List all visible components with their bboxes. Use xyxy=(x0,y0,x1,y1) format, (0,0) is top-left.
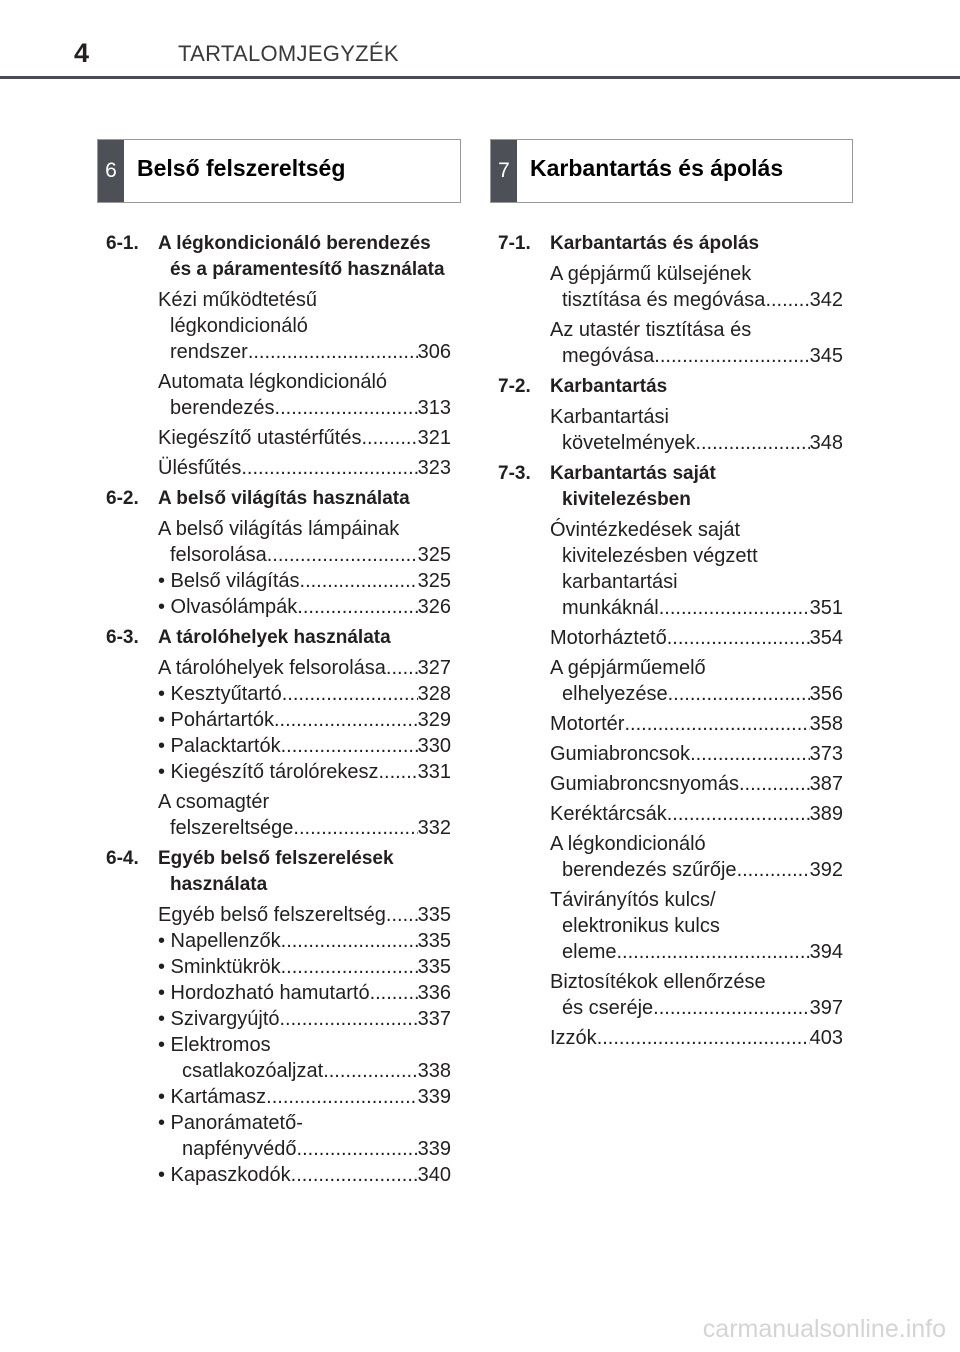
entry-text-line: karbantartási xyxy=(562,571,678,593)
dot-leader xyxy=(293,815,417,841)
chapter-6-header xyxy=(97,139,461,203)
entry-last-line xyxy=(158,759,451,785)
entry-page-number: 348 xyxy=(809,432,843,454)
toc-sub-entry[interactable] xyxy=(106,928,451,954)
entry-text-line: A tárolóhelyek felsorolása xyxy=(158,657,386,679)
entry-text-line: • Kapaszkodók xyxy=(158,1164,291,1186)
toc-entry[interactable] xyxy=(498,655,843,707)
chapter-title: Belső felszereltség xyxy=(137,154,346,181)
entry-page-number: 335 xyxy=(417,904,451,926)
entry-text-line: A gépjárműemelő xyxy=(550,657,706,679)
entry-last-line xyxy=(550,741,843,767)
entry-text-line: Egyéb belső felszereltség xyxy=(158,904,386,926)
dot-leader xyxy=(282,681,418,707)
dot-leader xyxy=(739,771,810,797)
entry-last-line xyxy=(158,1162,451,1188)
section-title-line: és a páramentesítő használata xyxy=(170,259,445,280)
toc-entry[interactable] xyxy=(498,404,843,456)
toc-sub-entry[interactable] xyxy=(106,1162,451,1188)
section-number: 6-4. xyxy=(106,848,139,869)
dot-leader xyxy=(667,801,810,827)
toc-sub-entry[interactable] xyxy=(106,1032,451,1084)
dot-leader xyxy=(241,455,417,481)
section-heading[interactable] xyxy=(498,231,843,257)
section-heading[interactable] xyxy=(106,625,451,651)
dot-leader xyxy=(378,759,417,785)
entry-page-number: 335 xyxy=(417,930,451,952)
watermark: carmanualsonline.info xyxy=(702,1315,946,1343)
toc-entry[interactable] xyxy=(498,261,843,313)
entry-page-number: 354 xyxy=(809,627,843,649)
entry-text-line: rendszer xyxy=(170,341,248,363)
entry-text-line: elektronikus kulcs xyxy=(562,915,720,937)
entry-text-line: Gumiabroncsok xyxy=(550,743,691,765)
section-number: 6-1. xyxy=(106,233,139,254)
dot-leader xyxy=(386,655,418,681)
toc-entry[interactable] xyxy=(498,887,843,965)
entry-page-number: 340 xyxy=(417,1164,451,1186)
entry-text-line: kivitelezésben végzett xyxy=(562,545,758,567)
entry-text-line: Kiegészítő utastérfűtés xyxy=(158,427,362,449)
dot-leader xyxy=(737,857,810,883)
dot-leader xyxy=(695,430,809,456)
entry-last-line xyxy=(550,681,843,707)
entry-page-number: 329 xyxy=(417,709,451,731)
toc-entry[interactable] xyxy=(498,771,843,797)
entry-page-number: 389 xyxy=(809,803,843,825)
toc-sub-entry[interactable] xyxy=(106,1084,451,1110)
toc-sub-entry[interactable] xyxy=(106,681,451,707)
section-title-line: Karbantartás saját xyxy=(550,463,716,484)
entry-text-line: A csomagtér xyxy=(158,791,270,813)
toc-entry[interactable] xyxy=(498,1025,843,1051)
entry-text-line: Automata légkondicionáló xyxy=(158,371,388,393)
entry-page-number: 337 xyxy=(417,1008,451,1030)
entry-page-number: 323 xyxy=(417,457,451,479)
entry-text-line: Az utastér tisztítása és xyxy=(550,319,752,341)
entry-last-line xyxy=(550,857,843,883)
toc-entry[interactable] xyxy=(106,287,451,365)
entry-text-line: Motorháztető xyxy=(550,627,667,649)
toc-sub-entry[interactable] xyxy=(106,1110,451,1162)
entry-page-number: 392 xyxy=(809,859,843,881)
entry-text-line: elhelyezése xyxy=(562,683,668,705)
section-number: 7-2. xyxy=(498,376,531,397)
entry-page-number: 335 xyxy=(417,956,451,978)
entry-last-line xyxy=(158,815,451,841)
entry-page-number: 403 xyxy=(809,1027,843,1049)
entry-text-line: felszereltsége xyxy=(170,817,294,839)
toc-entry[interactable] xyxy=(106,425,451,451)
dot-leader xyxy=(291,1162,418,1188)
entry-text-line: • Elektromos xyxy=(158,1034,271,1056)
section-title xyxy=(550,461,716,513)
entry-page-number: 373 xyxy=(809,743,843,765)
toc-sub-entry[interactable] xyxy=(106,1006,451,1032)
entry-text-line: • Palacktartók xyxy=(158,735,281,757)
entry-last-line xyxy=(158,1084,451,1110)
dot-leader xyxy=(386,902,418,928)
dot-leader xyxy=(300,568,418,594)
entry-last-line xyxy=(158,455,451,481)
section-heading[interactable] xyxy=(106,846,451,898)
entry-last-line xyxy=(550,939,843,965)
section-title xyxy=(550,374,667,400)
entry-page-number: 330 xyxy=(417,735,451,757)
section-title-line: A tárolóhelyek használata xyxy=(158,627,391,648)
entry-last-line xyxy=(550,711,843,737)
toc-entry[interactable] xyxy=(106,655,451,681)
dot-leader xyxy=(297,1136,418,1162)
entry-page-number: 313 xyxy=(417,397,451,419)
toc-entry[interactable] xyxy=(498,317,843,369)
entry-text-line: megóvása xyxy=(562,345,655,367)
entry-page-number: 331 xyxy=(417,761,451,783)
entry-page-number: 339 xyxy=(417,1138,451,1160)
dot-leader xyxy=(659,595,810,621)
section-number: 7-3. xyxy=(498,463,531,484)
toc-entry[interactable] xyxy=(498,517,843,621)
entry-last-line xyxy=(550,995,843,1021)
entry-text-line: Ülésfűtés xyxy=(158,457,242,479)
section-heading[interactable] xyxy=(498,374,843,400)
dot-leader xyxy=(597,1025,810,1051)
entry-page-number: 345 xyxy=(809,345,843,367)
toc-entry[interactable] xyxy=(498,711,843,737)
chapter-number-tab: 6 xyxy=(98,140,124,202)
dot-leader xyxy=(281,928,418,954)
entry-text-line: napfényvédő xyxy=(182,1138,297,1160)
toc-entry[interactable] xyxy=(106,369,451,421)
entry-last-line xyxy=(550,287,843,313)
entry-text-line: A gépjármű külsejének xyxy=(550,263,752,285)
section-title-line: Karbantartás xyxy=(550,376,668,397)
page-number: 4 xyxy=(74,38,90,68)
entry-page-number: 325 xyxy=(417,544,451,566)
header-rule xyxy=(0,76,960,79)
chapter-title: Karbantartás és ápolás xyxy=(530,154,784,181)
toc-sub-entry[interactable] xyxy=(106,759,451,785)
entry-last-line xyxy=(158,568,451,594)
entry-text-line: felsorolása xyxy=(170,544,267,566)
entry-text-line: és cseréje xyxy=(562,997,654,1019)
entry-page-number: 336 xyxy=(417,982,451,1004)
section-title-line: használata xyxy=(170,874,268,895)
section-heading[interactable] xyxy=(106,486,451,512)
entry-page-number: 339 xyxy=(417,1086,451,1108)
entry-text-line: légkondicionáló xyxy=(170,315,308,337)
entry-text-line: • Olvasólámpák xyxy=(158,596,298,618)
section-heading[interactable] xyxy=(498,461,843,513)
toc-sub-entry[interactable] xyxy=(106,568,451,594)
entry-last-line xyxy=(158,928,451,954)
chapter-number-tab: 7 xyxy=(491,140,517,202)
entry-page-number: 387 xyxy=(809,773,843,795)
entry-text-line: • Sminktükrök xyxy=(158,956,281,978)
dot-leader xyxy=(667,625,810,651)
dot-leader xyxy=(765,287,809,313)
entry-page-number: 327 xyxy=(417,657,451,679)
section-title-line: Karbantartás és ápolás xyxy=(550,233,760,254)
entry-page-number: 321 xyxy=(417,427,451,449)
entry-text-line: tisztítása és megóvása xyxy=(562,289,766,311)
entry-text-line: • Kesztyűtartó xyxy=(158,683,282,705)
entry-text-line: • Panorámatető- xyxy=(158,1112,303,1134)
entry-text-line: • Pohártartók xyxy=(158,709,274,731)
page-title: TARTALOMJEGYZÉK xyxy=(178,41,399,66)
entry-last-line xyxy=(158,733,451,759)
entry-last-line xyxy=(170,1058,451,1084)
dot-leader xyxy=(624,711,809,737)
dot-leader xyxy=(654,343,809,369)
dot-leader xyxy=(370,980,418,1006)
dot-leader xyxy=(323,1058,417,1084)
entry-text-line: Óvintézkedések saját xyxy=(550,519,741,541)
toc-sub-entry[interactable] xyxy=(106,733,451,759)
dot-leader xyxy=(266,1084,417,1110)
entry-last-line xyxy=(158,655,451,681)
entry-last-line xyxy=(550,771,843,797)
section-title xyxy=(158,846,394,898)
section-title xyxy=(550,231,759,257)
dot-leader xyxy=(281,733,418,759)
entry-last-line xyxy=(550,343,843,369)
entry-last-line xyxy=(550,625,843,651)
toc-sub-entry[interactable] xyxy=(106,594,451,620)
entry-last-line xyxy=(158,425,451,451)
toc-entry[interactable] xyxy=(498,741,843,767)
entry-text-line: követelmények xyxy=(562,432,696,454)
section-title xyxy=(158,625,391,651)
entry-text-line: berendezés xyxy=(170,397,275,419)
dot-leader xyxy=(690,741,810,767)
dot-leader xyxy=(281,954,418,980)
entry-text-line: • Szivargyújtó xyxy=(158,1008,280,1030)
dot-leader xyxy=(280,1006,418,1032)
entry-page-number: 332 xyxy=(417,817,451,839)
section-number: 7-1. xyxy=(498,233,531,254)
entry-page-number: 338 xyxy=(417,1060,451,1082)
entry-last-line xyxy=(158,339,451,365)
toc-entry[interactable] xyxy=(498,831,843,883)
entry-page-number: 351 xyxy=(809,597,843,619)
entry-text-line: Motortér xyxy=(550,713,625,735)
toc-entry[interactable] xyxy=(106,516,451,568)
entry-page-number: 397 xyxy=(809,997,843,1019)
entry-text-line: eleme xyxy=(562,941,617,963)
toc-entry[interactable] xyxy=(498,969,843,1021)
entry-last-line xyxy=(158,954,451,980)
entry-last-line xyxy=(550,1025,843,1051)
dot-leader xyxy=(274,707,418,733)
dot-leader xyxy=(668,681,810,707)
toc-sub-entry[interactable] xyxy=(106,980,451,1006)
entry-text-line: Izzók xyxy=(550,1027,597,1049)
section-title xyxy=(158,231,445,283)
entry-text-line: Karbantartási xyxy=(550,406,669,428)
toc-entry[interactable] xyxy=(106,455,451,481)
entry-page-number: 358 xyxy=(809,713,843,735)
entry-text-line: Távirányítós kulcs/ xyxy=(550,889,716,911)
section-title-line: A belső világítás használata xyxy=(158,488,410,509)
entry-text-line: Kézi működtetésű xyxy=(158,289,317,311)
entry-last-line xyxy=(550,430,843,456)
dot-leader xyxy=(361,425,417,451)
entry-text-line: • Belső világítás xyxy=(158,570,300,592)
entry-text-line: • Kiegészítő tárolórekesz xyxy=(158,761,379,783)
entry-page-number: 328 xyxy=(417,683,451,705)
dot-leader xyxy=(653,995,809,1021)
section-title-line: kivitelezésben xyxy=(562,489,691,510)
entry-text-line: A belső világítás lámpáinak xyxy=(158,518,400,540)
entry-text-line: berendezés szűrője xyxy=(562,859,737,881)
entry-last-line xyxy=(158,395,451,421)
toc-entry[interactable] xyxy=(498,801,843,827)
entry-text-line: • Kartámasz xyxy=(158,1086,267,1108)
toc-sub-entry[interactable] xyxy=(106,954,451,980)
entry-text-line: munkáknál xyxy=(562,597,659,619)
entry-page-number: 325 xyxy=(417,570,451,592)
dot-leader xyxy=(248,339,418,365)
section-heading[interactable] xyxy=(106,231,451,283)
entry-text-line: Keréktárcsák xyxy=(550,803,667,825)
toc-entry[interactable] xyxy=(498,625,843,651)
toc-sub-entry[interactable] xyxy=(106,707,451,733)
section-title-line: Egyéb belső felszerelések xyxy=(158,848,394,869)
entry-last-line xyxy=(158,980,451,1006)
entry-page-number: 394 xyxy=(809,941,843,963)
entry-text-line: A légkondicionáló xyxy=(550,833,706,855)
entry-text-line: • Napellenzők xyxy=(158,930,281,952)
entry-last-line xyxy=(158,594,451,620)
entry-last-line xyxy=(158,542,451,568)
entry-last-line xyxy=(158,902,451,928)
section-number: 6-2. xyxy=(106,488,139,509)
toc-entry[interactable] xyxy=(106,902,451,928)
entry-last-line xyxy=(170,1136,451,1162)
dot-leader xyxy=(275,395,418,421)
section-title xyxy=(158,486,410,512)
toc-column-chapter-6 xyxy=(106,226,451,1188)
entry-text-line: csatlakozóaljzat xyxy=(182,1060,324,1082)
entry-last-line xyxy=(550,801,843,827)
entry-page-number: 306 xyxy=(417,341,451,363)
entry-last-line xyxy=(158,1006,451,1032)
entry-last-line xyxy=(158,707,451,733)
dot-leader xyxy=(297,594,417,620)
dot-leader xyxy=(267,542,418,568)
entry-page-number: 356 xyxy=(809,683,843,705)
chapter-7-header xyxy=(490,139,853,203)
entry-last-line xyxy=(158,681,451,707)
toc-entry[interactable] xyxy=(106,789,451,841)
section-title-line: A légkondicionáló berendezés xyxy=(158,233,431,254)
entry-text-line: Gumiabroncsnyomás xyxy=(550,773,739,795)
entry-page-number: 342 xyxy=(809,289,843,311)
toc-column-chapter-7 xyxy=(498,226,843,1051)
entry-text-line: • Hordozható hamutartó xyxy=(158,982,370,1004)
section-number: 6-3. xyxy=(106,627,139,648)
entry-last-line xyxy=(550,595,843,621)
entry-page-number: 326 xyxy=(417,596,451,618)
dot-leader xyxy=(616,939,809,965)
entry-text-line: Biztosítékok ellenőrzése xyxy=(550,971,766,993)
